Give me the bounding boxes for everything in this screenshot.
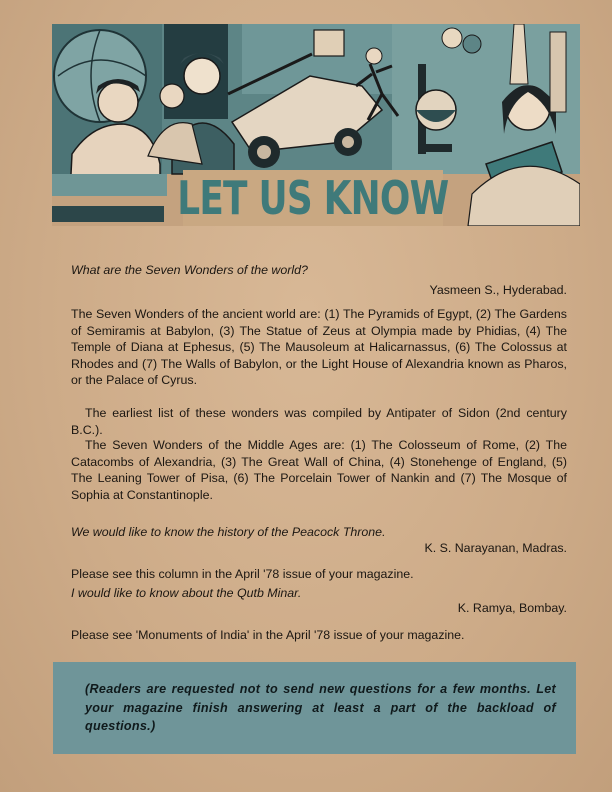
- question-1-asker: Yasmeen S., Hyderabad.: [429, 283, 567, 297]
- answer-1-paragraph-2: The earliest list of these wonders was compiled by Antipater of Sidon (2nd century B.C.).: [71, 406, 567, 437]
- page-title-text: LET US KNOW: [177, 171, 449, 225]
- page-title: [177, 170, 449, 226]
- answer-1-paragraph-1: The Seven Wonders of the ancient world are: (1) The Pyramids of Egypt, (2) The Gardens of Semiramis at Babylon, (3) The Statue of Zeus at Olympia made by Phidias, (4) The Temple of Diana at Ephesus, (5) The Mausoleum at Halicarnassus, (6) The Colossus at Rhodes and (7) The Walls of Babylon, or the Light House of Alexandria known as Pharos, or the Palace of Cyrus.: [71, 307, 567, 388]
- notice-box: [53, 662, 576, 754]
- answer-2: Please see this column in the April '78 issue of your magazine.: [71, 567, 414, 581]
- question-1: What are the Seven Wonders of the world?: [71, 263, 308, 277]
- question-3-asker: K. Ramya, Bombay.: [457, 601, 567, 615]
- notice-text: (Readers are requested not to send new questions for a few months. Let your magazine finish answering at least a part of the backload of questions.): [85, 682, 556, 733]
- question-2: We would like to know the history of the Peacock Throne.: [71, 525, 386, 539]
- question-2-asker: K. S. Narayanan, Madras.: [424, 541, 567, 555]
- answer-1-paragraph-3: The Seven Wonders of the Middle Ages are: (1) The Colosseum of Rome, (2) The Catacombs of Alexandria, (3) The Great Wall of China, (4) Stonehenge of England, (5) The Leaning Tower of Pisa, (6) The Porcelain Tower of Nankin and (7) The Mosque of Sophia at Constantinople.: [71, 438, 567, 502]
- answer-3: Please see 'Monuments of India' in the April '78 issue of your magazine.: [71, 628, 465, 642]
- question-3: I would like to know about the Qutb Minar.: [71, 586, 302, 600]
